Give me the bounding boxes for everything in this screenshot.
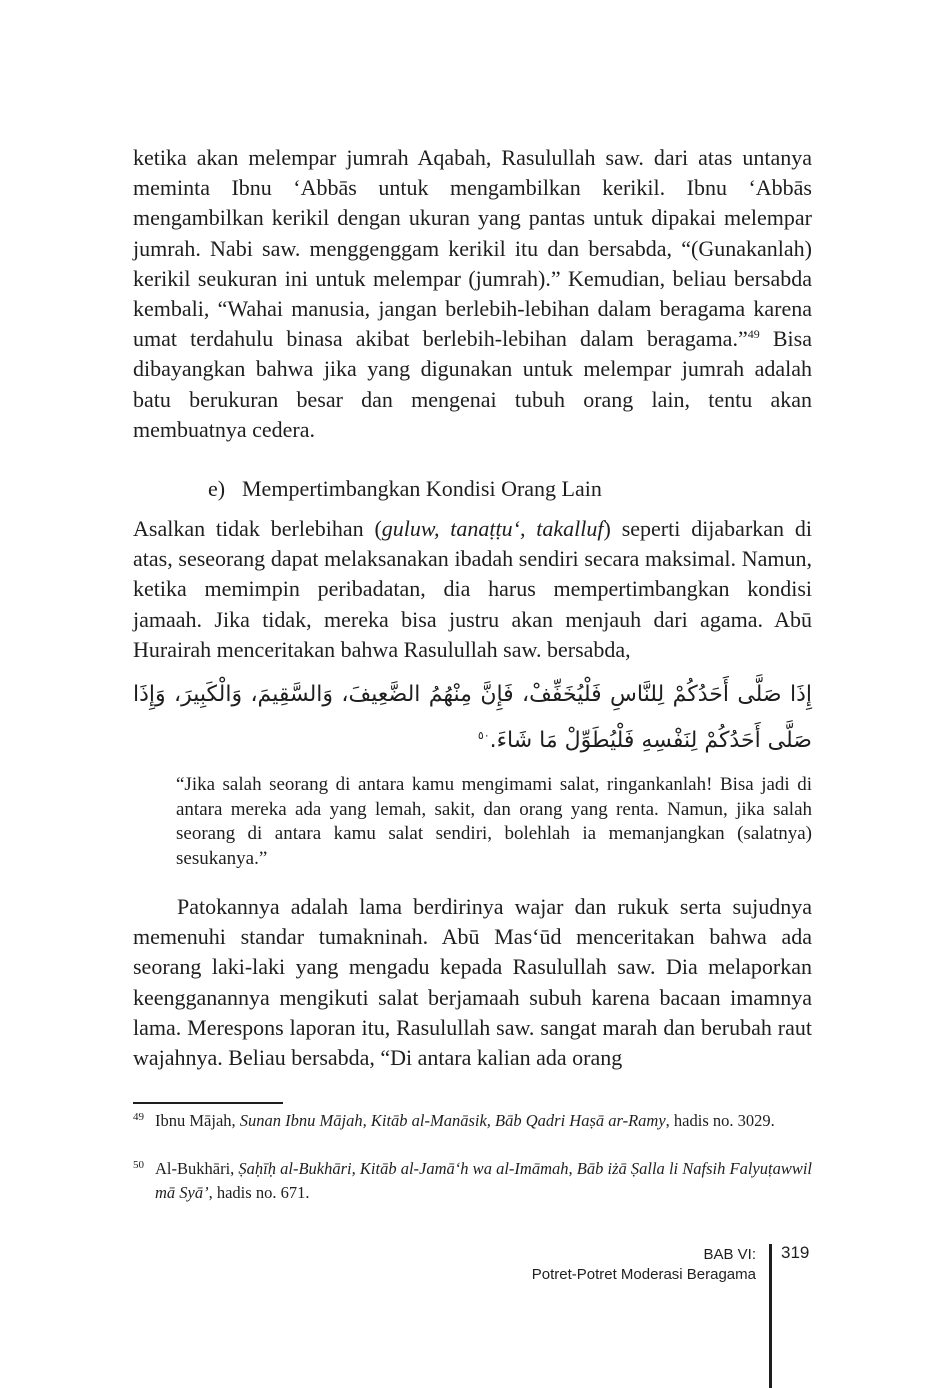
paragraph-kondisi — [133, 514, 812, 665]
footnote-detail: , hadis no. 3029. — [665, 1111, 775, 1130]
footnote-49 — [133, 1109, 812, 1133]
footnote-author: Al-Bukhāri, — [155, 1159, 239, 1178]
italic-terms: guluw, tanaṭṭu‘, takalluf — [381, 516, 604, 541]
footnote-author: Ibnu Mājah, — [155, 1111, 240, 1130]
footnote-ref-50: ٥٠ — [477, 729, 490, 742]
chapter-title: Potret-Potret Moderasi Beragama — [531, 1266, 756, 1283]
footnote-50 — [133, 1157, 812, 1205]
footnote-detail: , hadis no. 671. — [208, 1183, 310, 1202]
section-title: Mempertimbangkan Kondisi Orang Lain — [242, 476, 602, 501]
chapter-label: BAB VI: — [703, 1246, 756, 1263]
paragraph-patokan: Patokannya adalah lama berdirinya wajar dan rukuk serta sujudnya memenuhi standar tumakninah. Abū Mas‘ūd menceritakan bahwa ada seorang laki-laki yang mengadu kepada Rasulullah saw. Dia melaporkan keengganannya mengikuti salat berjamaah subuh karena bacaan imamnya lama. Merespons laporan itu, Rasulullah saw. sangat marah dan berubah raut wajahnya. Beliau bersabda, “Di antara kalian ada orang — [133, 894, 812, 1071]
paragraph-jumrah — [133, 143, 812, 445]
footnote-number: 49 — [133, 1111, 144, 1123]
footnote-title: Ṣaḥīḥ al-Bukhāri, Kitāb al-Jamā‘h wa al-Imāmah, Bāb iżā Ṣalla li Nafsih Falyuṭawwil mā Syā’ — [155, 1159, 812, 1202]
section-marker: e) — [208, 476, 226, 501]
footnote-number: 50 — [133, 1159, 144, 1171]
footer-vertical-rule — [769, 1244, 772, 1388]
paragraph-text: Asalkan tidak berlebihan ( — [133, 516, 382, 541]
footnote-ref-49: 49 — [747, 327, 760, 342]
page-number: 319 — [781, 1243, 810, 1262]
arabic-text: إِذَا صَلَّى أَحَدُكُمْ لِلنَّاسِ فَلْيُخَفِّفْ، فَإِنَّ مِنْهُمُ الضَّعِيفَ، وَالسَّقِيمَ، وَالْكَبِيرَ، وَإِذَا صَلَّى أَحَدُكُمْ لِنَفْسِهِ فَلْيُطَوِّلْ مَا شَاءَ. — [133, 682, 812, 753]
section-heading — [208, 474, 602, 504]
paragraph-text-continued: Bisa dibayangkan bahwa jika yang digunakan untuk melempar jumrah adalah batu berukuran besar dan mengenai tubuh orang lain, tentu akan membuatnya cedera. — [133, 326, 812, 442]
footnote-divider — [133, 1102, 283, 1104]
paragraph-text-continued: ) seperti dijabarkan di atas, seseorang dapat melaksanakan ibadah sendiri secara maksimal. Namun, ketika memimpin peribadatan, dia harus mempertimbangkan kondisi jamaah. Jika tidak, mereka bisa justru akan menjauh dari agama. Abū Hurairah menceritakan bahwa Rasulullah saw. bersabda, — [133, 516, 812, 662]
paragraph-text: ketika akan melempar jumrah Aqabah, Rasulullah saw. dari atas untanya meminta Ibnu ‘Abbās untuk mengambilkan kerikil. Ibnu ‘Abbās mengambilkan kerikil dengan ukuran yang pantas untuk dipakai melempar jumrah. Nabi saw. menggenggam kerikil itu dan bersabda, “(Gunakanlah) kerikil seukuran ini untuk melempar (jumrah).” Kemudian, beliau bersabda kembali, “Wahai manusia, jangan berlebih-lebihan dalam beragama karena umat terdahulu binasa akibat berlebih-lebihan dalam beragama.” — [133, 145, 812, 352]
hadith-translation: “Jika salah seorang di antara kamu mengimami salat, ringankanlah! Bisa jadi di antara mereka ada yang lemah, sakit, dan orang yang renta. Namun, jika salah seorang di antara kamu salat sendiri, bolehlah ia memanjangkan (salatnya) sesukanya.” — [176, 774, 812, 869]
running-footer — [532, 1245, 756, 1285]
footnote-title: Sunan Ibnu Mājah, Kitāb al-Manāsik, Bāb Qadri Haṣā ar-Ramy — [239, 1111, 666, 1130]
arabic-hadith — [133, 672, 812, 764]
